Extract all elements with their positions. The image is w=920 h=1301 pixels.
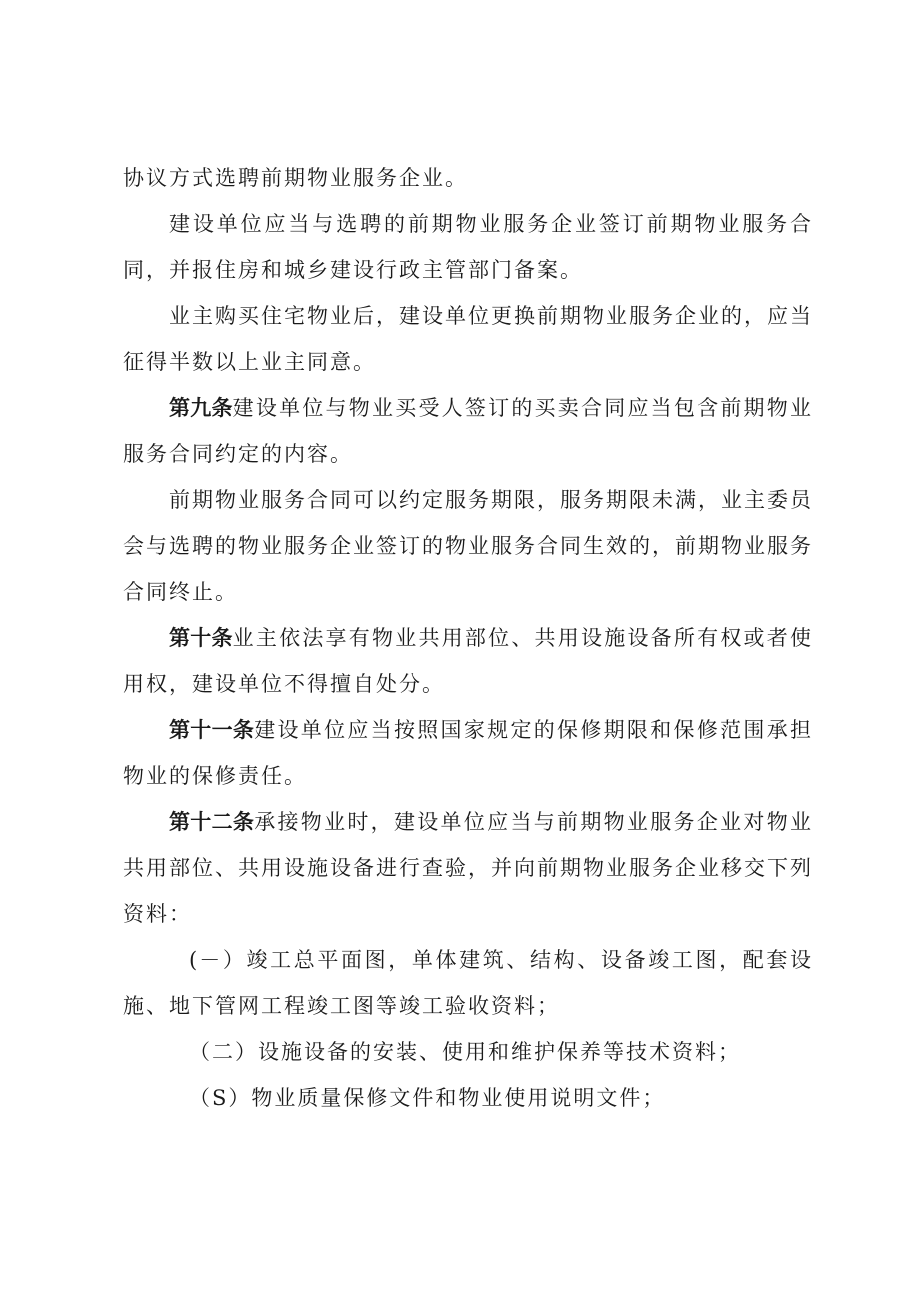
article-11 bbox=[123, 707, 813, 799]
paragraph bbox=[123, 477, 813, 615]
article-number: 第十二条 bbox=[169, 810, 255, 834]
document-body bbox=[123, 155, 813, 1121]
paragraph bbox=[123, 201, 813, 293]
paragraph-continuation bbox=[123, 155, 813, 201]
list-item bbox=[123, 1075, 813, 1121]
paragraph-text: 业主依法享有物业共用部位、共用设施设备所有权或者使用权，建设单位不得擅自处分。 bbox=[123, 626, 814, 696]
paragraph-text: 协议方式选聘前期物业服务企业。 bbox=[123, 166, 468, 190]
paragraph bbox=[123, 293, 813, 385]
paragraph-text: 前期物业服务合同可以约定服务期限，服务期限未满，业主委员会与选聘的物业服务企业签订的物业服务合同生效的，前期物业服务合同终止。 bbox=[123, 488, 813, 604]
article-number: 第十一条 bbox=[169, 718, 255, 742]
article-12 bbox=[123, 799, 813, 937]
paragraph-text: （二）设施设备的安装、使用和维护保养等技术资料； bbox=[189, 1040, 741, 1064]
paragraph-text: （S）物业质量保修文件和物业使用说明文件； bbox=[189, 1086, 666, 1110]
list-item bbox=[123, 937, 813, 1029]
paragraph-text: (－）竣工总平面图，单体建筑、结构、设备竣工图，配套设施、地下管网工程竣工图等竣工验收资料； bbox=[123, 948, 813, 1018]
paragraph-text: 建设单位与物业买受人签订的买卖合同应当包含前期物业服务合同约定的内容。 bbox=[123, 396, 814, 466]
article-number: 第十条 bbox=[169, 626, 233, 650]
paragraph-text: 建设单位应当与选聘的前期物业服务企业签订前期物业服务合同，并报住房和城乡建设行政主管部门备案。 bbox=[123, 212, 813, 282]
article-9 bbox=[123, 385, 813, 477]
paragraph-text: 承接物业时，建设单位应当与前期物业服务企业对物业共用部位、共用设施设备进行查验，并向前期物业服务企业移交下列资料： bbox=[123, 810, 814, 926]
paragraph-text: 业主购买住宅物业后，建设单位更换前期物业服务企业的，应当征得半数以上业主同意。 bbox=[123, 304, 813, 374]
paragraph-text: 建设单位应当按照国家规定的保修期限和保修范围承担物业的保修责任。 bbox=[123, 718, 814, 788]
article-10 bbox=[123, 615, 813, 707]
article-number: 第九条 bbox=[169, 396, 233, 420]
list-item bbox=[123, 1029, 813, 1075]
